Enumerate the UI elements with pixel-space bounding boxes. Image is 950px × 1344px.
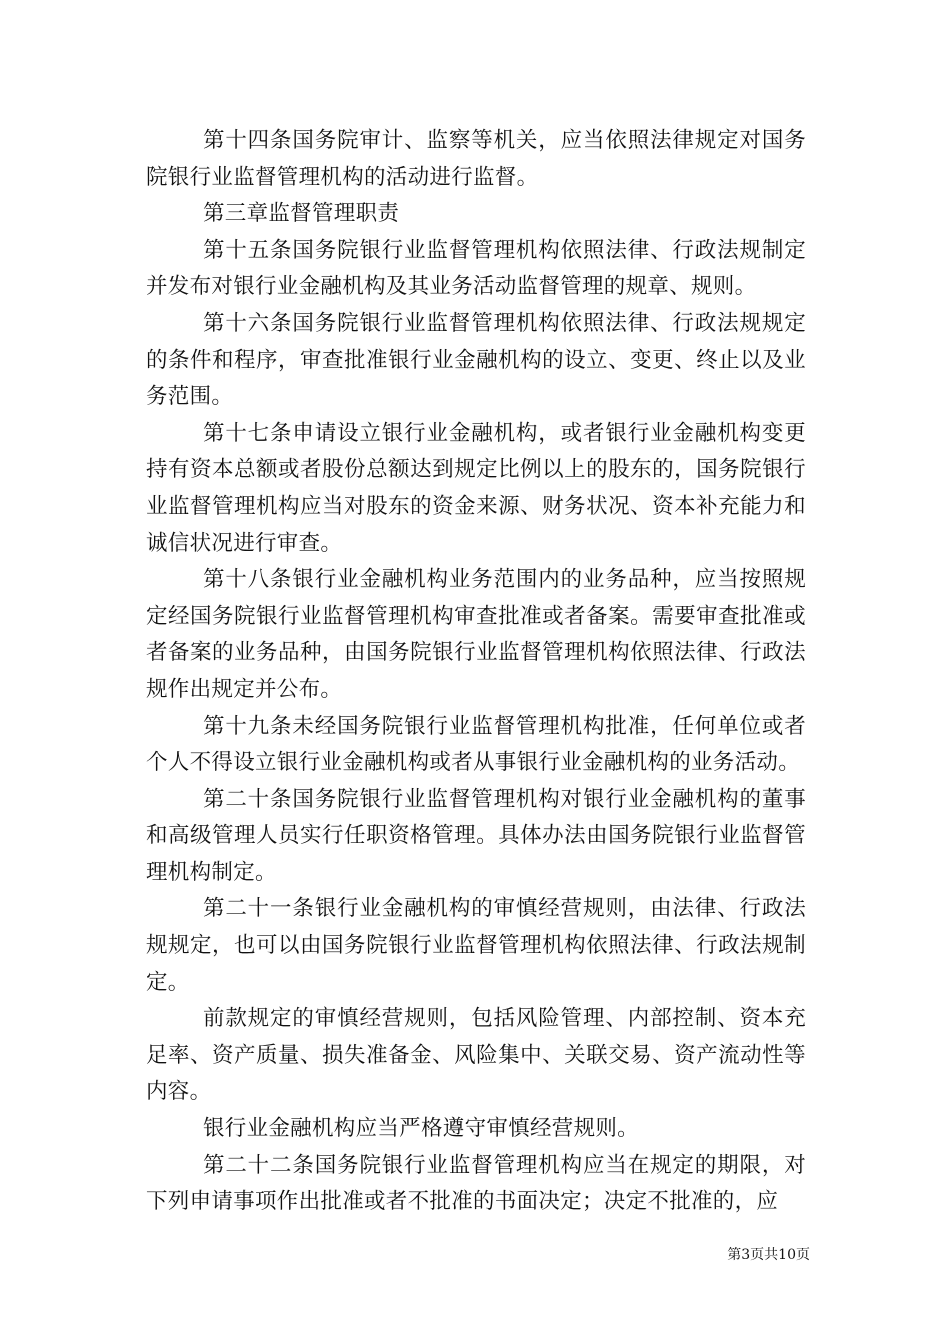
paragraph-article-16: 第十六条国务院银行业监督管理机构依照法律、行政法规规定的条件和程序，审查批准银行业金融机构的设立、变更、终止以及业务范围。 [146, 310, 806, 410]
paragraph-article-22: 第二十二条国务院银行业监督管理机构应当在规定的期限，对下列申请事项作出批准或者不批准的书面决定；决定不批准的，应 [146, 1152, 806, 1215]
paragraph-compliance: 银行业金融机构应当严格遵守审慎经营规则。 [202, 1116, 639, 1142]
paragraph-article-18: 第十八条银行业金融机构业务范围内的业务品种，应当按照规定经国务院银行业监督管理机构审查批准或者备案。需要审查批准或者备案的业务品种，由国务院银行业监督管理机构依照法律、行政法规作出规定并公布。 [146, 567, 806, 702]
paragraph-article-17: 第十七条申请设立银行业金融机构，或者银行业金融机构变更持有资本总额或者股份总额达到规定比例以上的股东的，国务院银行业监督管理机构应当对股东的资金来源、财务状况、资本补充能力和诚信状况进行审查。 [146, 420, 806, 556]
paragraph-article-21: 第二十一条银行业金融机构的审慎经营规则，由法律、行政法规规定，也可以由国务院银行业监督管理机构依照法律、行政法规制定。 [146, 896, 806, 995]
paragraph-article-15: 第十五条国务院银行业监督管理机构依照法律、行政法规制定并发布对银行业金融机构及其业务活动监督管理的规章、规则。 [146, 237, 806, 300]
chapter-heading: 第三章监督管理职责 [202, 201, 400, 227]
paragraph-prudential-rules: 前款规定的审慎经营规则，包括风险管理、内部控制、资本充足率、资产质量、损失准备金、风险集中、关联交易、资产流动性等内容。 [146, 1006, 806, 1105]
paragraph-article-19: 第十九条未经国务院银行业监督管理机构批准，任何单位或者个人不得设立银行业金融机构或者从事银行业金融机构的业务活动。 [146, 713, 806, 776]
paragraph-article-14: 第十四条国务院审计、监察等机关，应当依照法律规定对国务院银行业监督管理机构的活动进行监督。 [146, 128, 806, 190]
page-number-footer: 第3页共10页 [727, 1247, 810, 1263]
paragraph-article-20: 第二十条国务院银行业监督管理机构对银行业金融机构的董事和高级管理人员实行任职资格管理。具体办法由国务院银行业监督管理机构制定。 [146, 786, 806, 885]
document-body [146, 123, 806, 1221]
